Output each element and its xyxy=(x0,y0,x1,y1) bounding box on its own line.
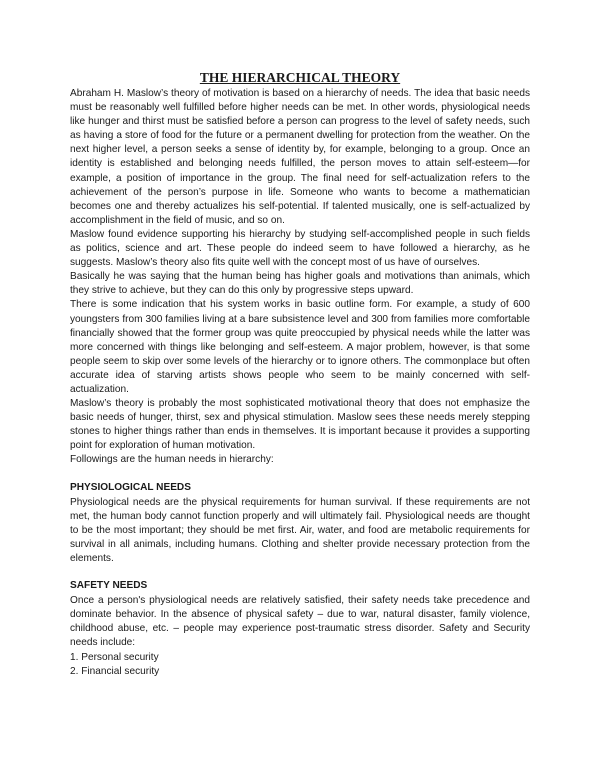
intro-paragraph-2: Maslow found evidence supporting his hierarchy by studying self-accomplished people in such fields as politics, science and art. These people do indeed seem to have followed a hierarchy, as he suggests. Maslow’s theory also fits quite well with the concept most of us have of ourselves. xyxy=(70,228,530,269)
intro-paragraph-6: Followings are the human needs in hierarchy: xyxy=(70,454,274,466)
safety-needs-text: Once a person's physiological needs are relatively satisfied, their safety needs take precedence and dominate behavior. In the absence of physical safety – due to war, natural disaster, family violence, childhood abuse, etc. – people may experience post-traumatic stress disorder. Safety and Security needs include: xyxy=(70,595,530,649)
page-title: THE HIERARCHICAL THEORY xyxy=(199,70,401,85)
intro-paragraph-4: There is some indication that his system works in basic outline form. For example, a study of 600 youngsters from 300 families living at a bare subsistence level and 300 from families more comfortable financially showed that the former group was quite preoccupied by physical needs while the latter was more concerned with things like belonging and self-esteem. A major problem, however, is that some people seem to skip over some levels of the hierarchy or to ignore others. The commonplace but often accurate idea of starving artists shows people who seem to be mainly concerned with self-actualization. xyxy=(70,299,530,395)
intro-paragraph-5: Maslow’s theory is probably the most sophisticated motivational theory that does not emphasize the basic needs of hunger, thirst, sex and physical stimulation. Maslow sees these needs merely stepping stones to higher things rather than ends in themselves. It is important because it provides a supporting point for exploration of human motivation. xyxy=(70,398,530,452)
intro-paragraph-3: Basically he was saying that the human being has higher goals and motivations than animals, which they strive to achieve, but they can do this only by progressive steps upward. xyxy=(70,271,530,297)
safety-needs-heading: SAFETY NEEDS xyxy=(70,580,148,592)
list-item: 2. Financial security xyxy=(70,665,160,677)
physiological-needs-text: Physiological needs are the physical requirements for human survival. If these requirements are not met, the human body cannot function properly and will ultimately fail. Physiological needs are thought to be the most important; they should be met first. Air, water, and food are metabolic requirements for survival in all animals, including humans. Clothing and shelter provide necessary protection from the elements. xyxy=(70,496,530,564)
list-item: 1. Personal security xyxy=(70,651,159,663)
safety-needs-list xyxy=(70,651,530,679)
physiological-needs-heading: PHYSIOLOGICAL NEEDS xyxy=(70,481,191,493)
intro-paragraph-1: Abraham H. Maslow’s theory of motivation is based on a hierarchy of needs. The idea that basic needs must be reasonably well fulfilled before higher needs can be met. In other words, physiological needs like hunger and thirst must be satisfied before a person can progress to the level of safety needs, such as having a store of food for the future or a permanent dwelling for protection from the weather. On the next higher level, a person seeks a sense of identity by, for example, belonging to a group. Once an identity is established and belonging needs fulfilled, the person moves to attain self-esteem—for example, a position of importance in the group. The final need for self-actualization refers to the achievement of the person’s purpose in life. Someone who wants to become a mathematician becomes one and thereby actualizes his self-potential. If talented musically, one is self-actualized by accomplishment in the field of music, and so on. xyxy=(70,88,530,226)
